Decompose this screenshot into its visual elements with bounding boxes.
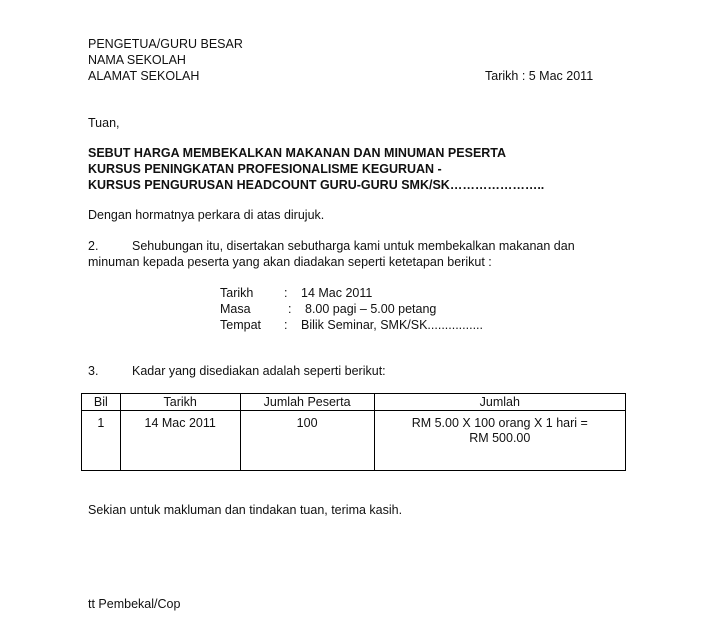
detail-value-place: Bilik Seminar, SMK/SK................	[301, 318, 483, 332]
opening-sentence: Dengan hormatnya perkara di atas dirujuk.	[88, 208, 325, 222]
signature-label: tt Pembekal/Cop	[88, 597, 181, 611]
cell-jumlah	[374, 411, 625, 471]
subject-line-3: KURSUS PENGURUSAN HEADCOUNT GURU-GURU SMK/SK…………………..	[88, 178, 545, 192]
jumlah-total: RM 500.00	[469, 431, 531, 445]
detail-sep-place: :	[284, 318, 288, 332]
col-header-jumlah: Jumlah	[374, 394, 625, 411]
salutation: Tuan,	[88, 116, 120, 130]
detail-value-time: 8.00 pagi – 5.00 petang	[305, 302, 437, 316]
rates-table	[81, 393, 626, 471]
recipient-title: PENGETUA/GURU BESAR	[88, 37, 243, 51]
detail-label-time: Masa	[220, 302, 251, 316]
detail-label-date: Tarikh	[220, 286, 254, 300]
cell-peserta: 100	[240, 411, 374, 471]
school-address: ALAMAT SEKOLAH	[88, 69, 200, 83]
para2-number: 2.	[88, 239, 99, 253]
para3-number: 3.	[88, 364, 99, 378]
table-header-row	[82, 394, 626, 411]
letter-date: Tarikh : 5 Mac 2011	[485, 69, 594, 83]
subject-line-2: KURSUS PENINGKATAN PROFESIONALISME KEGURUAN -	[88, 162, 442, 176]
col-header-tarikh: Tarikh	[120, 394, 240, 411]
col-header-bil: Bil	[82, 394, 121, 411]
subject-line-1: SEBUT HARGA MEMBEKALKAN MAKANAN DAN MINUMAN PESERTA	[88, 146, 507, 160]
school-name: NAMA SEKOLAH	[88, 53, 186, 67]
cell-tarikh: 14 Mac 2011	[120, 411, 240, 471]
col-header-peserta: Jumlah Peserta	[240, 394, 374, 411]
para2-line-2: minuman kepada peserta yang akan diadakan seperti ketetapan berikut :	[88, 255, 492, 269]
cell-bil: 1	[82, 411, 121, 471]
detail-value-date: 14 Mac 2011	[301, 286, 373, 300]
jumlah-calc: RM 5.00 X 100 orang X 1 hari =	[411, 416, 588, 430]
detail-sep-time: :	[288, 302, 292, 316]
closing-sentence: Sekian untuk makluman dan tindakan tuan, terima kasih.	[88, 503, 403, 517]
detail-sep-date: :	[284, 286, 288, 300]
detail-label-place: Tempat	[220, 318, 261, 332]
table-row	[82, 411, 626, 471]
para2-line-1: Sehubungan itu, disertakan sebutharga kami untuk membekalkan makanan dan	[132, 239, 575, 253]
para3-text: Kadar yang disediakan adalah seperti berikut:	[132, 364, 386, 378]
